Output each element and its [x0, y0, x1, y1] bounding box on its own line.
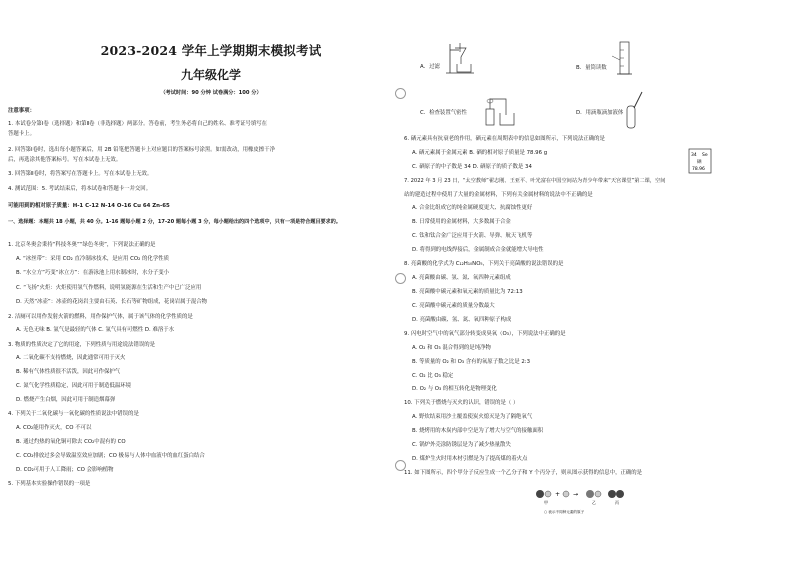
dropper-figure [624, 90, 648, 130]
graduated-cylinder-figure [612, 40, 638, 76]
option-line: A. CO₂能用作灭火，CO 不可以 [16, 425, 92, 431]
question-9: 9. 闪电时空气中的氧气部分转变成臭氧（O₃），下列说法中正确的是 [404, 331, 566, 337]
option-line: B. 稀有气体性质很不活泼，因此可作保护气 [16, 369, 121, 375]
option-line: D. 煤炉生火时用木材引燃是为了提高煤的着火点 [412, 456, 528, 462]
option-line: A. O₂ 和 O₃ 混合得到的是纯净物 [412, 345, 491, 351]
option-line: A. 二氧化碳不支持燃烧，因此通常可用于灭火 [16, 355, 126, 361]
notice-line: 后，再选涂其他答案标号。写在本试卷上无效。 [8, 157, 122, 163]
option-line: A. 亮菌酸由碳、氢、氮、氧四种元素组成 [412, 275, 511, 281]
option-a-label: A．过滤 [420, 64, 440, 70]
reactant-label: 甲 [544, 500, 548, 505]
question-4: 4. 下列关于二氧化碳与一氧化碳的性质说法中错误的是 [8, 411, 139, 417]
option-line: A. 无色无味 B. 氩气是最轻的气体 C. 氩气具有可燃性 D. 难溶于水 [16, 327, 175, 333]
option-line: B. 日常使用的金属材料，大多数属于合金 [412, 219, 511, 225]
atomic-mass: 78.96 [692, 167, 705, 172]
option-line: D. O₂ 与 O₃ 的相互转化是物理变化 [412, 386, 497, 392]
question-11: 11. 如下图所示，四个甲分子反应生成一个乙分子和 Y 个丙分子，则从图示获得的信息中，正确的是 [404, 470, 643, 476]
option-line: C. O₂ 比 O₃ 稳定 [412, 373, 454, 379]
atomic-number: 34 [691, 153, 697, 158]
reaction-arrow: → [573, 491, 579, 498]
atomic-mass-line: 可能用到的相对原子质量：H-1 C-12 N-14 O-16 Cu 64 Zn-65 [8, 203, 170, 209]
notice-line: 1. 本试卷分第Ⅰ卷（选择题）和第Ⅱ卷（非选择题）两部分。答卷前，考生务必将自己的姓名、准考证号填写在 [8, 121, 268, 127]
notice-heading: 注意事项： [8, 108, 35, 114]
element-symbol: Se [702, 153, 708, 158]
option-line: D. 将得到的电线焊接后，金属制成合金就能增大导电性 [412, 247, 544, 253]
option-line: D. 天然“冰壶”：冰壶的花岗岩主要由石英、长石等矿物组成，花岗岩属于混合物 [16, 299, 208, 305]
option-line: B. “水立方”巧变“冰立方”：在游泳池上用水制冰时，水分子变小 [16, 270, 170, 276]
option-line: A. 合金比组成它的纯金属硬度更大、抗腐蚀性更好 [412, 205, 533, 211]
notice-line: 2. 回答第Ⅰ卷时，选出每小题答案后，用 2B 铅笔把答题卡上对应题目的答案标号涂黑。如需改动，用橡皮擦干净 [8, 147, 275, 153]
punch-hole-icon [395, 273, 406, 284]
option-line: D. CO₂可用于人工降雨；CO 会影响植物 [16, 467, 114, 473]
option-line: D. 燃烧产生白烟，因此可用于制造烟幕弹 [16, 397, 116, 403]
option-line: C. 钛和钛合金广泛应用于火箭、导弹、航天飞机等 [412, 233, 533, 239]
option-line: A. “冰丝带”：采用 CO₂ 直冷制冰技术，是应用 CO₂ 的化学性质 [16, 256, 169, 262]
exam-meta: （考试时间：90 分钟 试卷满分：100 分） [160, 90, 262, 96]
question-5: 5. 下列基本实验操作错误的一项是 [8, 481, 91, 487]
option-line: C. 硒原子的中子数是 34 D. 硒原子的质子数是 34 [412, 164, 532, 170]
option-line: A. 野炊结束用沙土覆盖使炭火熄灭是为了隔绝氧气 [412, 414, 533, 420]
option-line: D. 亮菌酸由碳、氢、氮、氧四种原子构成 [412, 317, 512, 323]
option-line: C. 锅炉外壳涂防锈层是为了减少热量散失 [412, 442, 511, 448]
question-7: 7. 2022 年 3 月 23 日，“太空教师”翟志刚、王亚平、叶光富在中国空间站为青少年带来“天宫课堂”第二课，空间 [404, 178, 666, 184]
option-line: B. 亮菌酸中碳元素和氧元素的质量比为 72:13 [412, 289, 523, 295]
option-line: C. CO₂排放过多会导致温室效应加剧；CO 极易与人体中血液中的血红蛋白结合 [16, 453, 205, 459]
option-line: B. 等质量的 O₂ 和 O₃ 含有的氧原子数之比是 2:3 [412, 359, 531, 365]
plus-sign: + [555, 491, 561, 498]
question-10: 10. 下列关于燃烧与灭火的认识，错误的是（ ） [404, 400, 519, 406]
option-line: C. “飞扬”火炬：火炬使用氢气作燃料，说明氢能源在生活和生产中已广泛应用 [16, 285, 202, 291]
question-1: 1. 北京冬奥会秉持“科技冬奥”“绿色冬奥”，下列说法正确的是 [8, 242, 156, 248]
product-label: 丙 [615, 500, 619, 505]
selenium-element-box [688, 148, 712, 174]
notice-line: 答题卡上。 [8, 131, 35, 137]
section-heading: 一、选择题：本题共 18 小题，共 40 分。1-16 题每小题 2 分，17-20 题每小题 3 分，每小题给出的四个选项中，只有一项是符合题目要求的。 [8, 219, 341, 225]
option-line: C. 氮气化学性质稳定，因此可用于制造低温环境 [16, 383, 132, 389]
punch-hole-icon [395, 88, 406, 99]
notice-line: 3. 回答第Ⅱ卷时，将答案写在答题卡上。写在本试卷上无效。 [8, 171, 153, 177]
exam-title: 2023-2024 学年上学期期末模拟考试 [100, 43, 322, 58]
option-line: B. 通过灼热的氧化铜可除去 CO₂中混有的 CO [16, 439, 126, 445]
notice-line: 4. 测试范围：5. 考试结束后，将本试卷和答题卡一并交回。 [8, 186, 152, 192]
option-b-label: B．量筒读数 [576, 65, 607, 71]
molecule-reaction-figure [532, 482, 642, 516]
question-3: 3. 物质的性质决定了它的用途，下列性质与用途说法错误的是 [8, 342, 156, 348]
product-label: 乙 [592, 500, 596, 505]
question-7-cont: 站的建造过程中使用了大量的金属材料，下列有关金属材料的说法中不正确的是 [404, 192, 593, 198]
filtration-figure [444, 42, 480, 74]
question-8: 8. 亮菌酸的化学式为 C₁₂H₁₀NO₅，下列关于亮菌酸的说法错误的是 [404, 261, 564, 267]
airtight-check-figure [480, 95, 520, 129]
option-line: B. 烧烤用的木炭内部中空是为了增大与空气的接触面积 [412, 428, 544, 434]
element-name: 硒 [697, 160, 702, 165]
question-6: 6. 硒元素具有抗衰老的作用，硒元素在周期表中的信息如图所示，下列说法正确的是 [404, 136, 605, 142]
exam-subject: 九年级化学 [180, 68, 241, 82]
option-line: A. 硒元素属于金属元素 B. 硒的相对原子质量是 78.96 g [412, 150, 548, 156]
question-2: 2. 洁厕可以用作发射火箭的燃料，用作保护气体，属于该气体的化学性质的是 [8, 314, 193, 320]
figure-legend: ○ 表示不同种元素的原子 [544, 510, 585, 514]
option-c-label: C．检查装置气密性 [420, 110, 467, 116]
option-d-label: D．用滴瓶滴加液体 [576, 110, 624, 116]
option-line: C. 亮菌酸中碳元素的质量分数最大 [412, 303, 495, 309]
